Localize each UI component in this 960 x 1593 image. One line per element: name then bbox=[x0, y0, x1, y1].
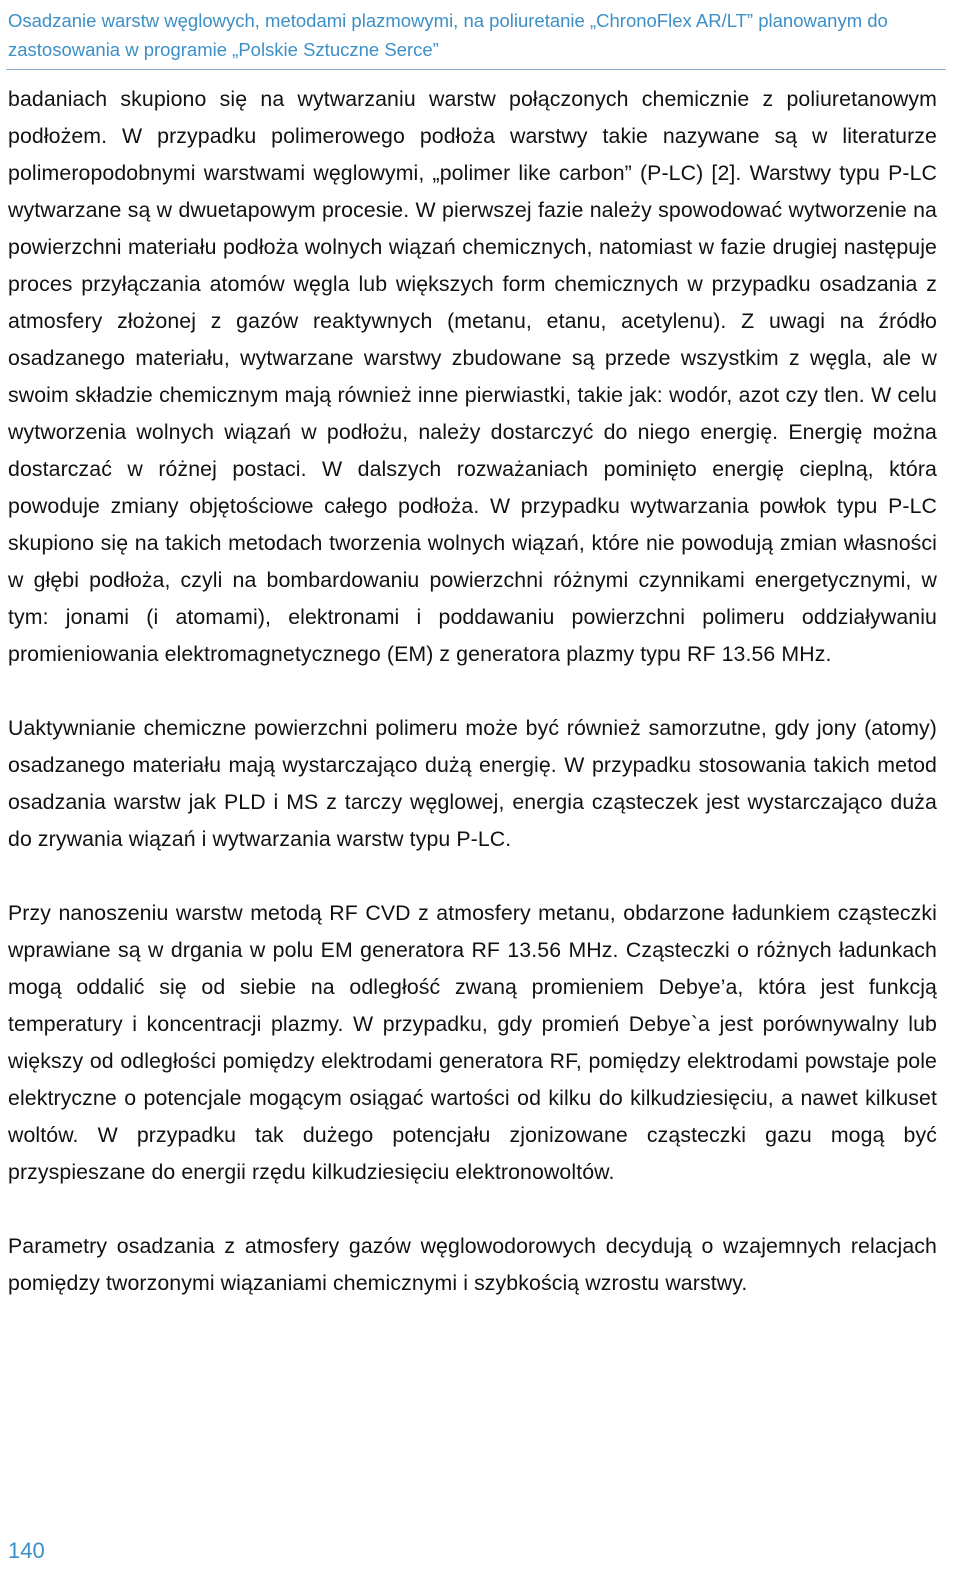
paragraph-3: Przy nanoszeniu warstw metodą RF CVD z atmosfery metanu, obdarzone ładunkiem cząsteczki wprawiane są w drgania w polu EM generatora RF 13.56 MHz. Cząsteczki o różnych ładunkach mogą oddalić się od siebie na odległość zwaną promieniem Debye’a, która jest funkcją temperatury i koncentracji plazmy. W przypadku, gdy promień Debye`a jest porównywalny lub większy od odległości pomiędzy elektrodami generatora RF, pomiędzy elektrodami powstaje pole elektryczne o potencjale mogącym osiągać wartości od kilku do kilkudziesięciu, a nawet kilkuset woltów. W przypadku tak dużego potencjału zjonizowane cząsteczki gazu mogą być przyspieszane do energii rzędu kilkudziesięciu elektronowoltów. bbox=[8, 901, 937, 1184]
paragraph-1: badaniach skupiono się na wytwarzaniu warstw połączonych chemicznie z poliuretanowym podłożem. W przypadku polimerowego podłoża warstwy takie nazywane są w literaturze polimeropodobnymi warstwami węglowymi, „polimer like carbon” (P-LC) [2]. Warstwy typu P-LC wytwarzane są w dwuetapowym procesie. W pierwszej fazie należy spowodować wytworzenie na powierzchni materiału podłoża wolnych wiązań chemicznych, natomiast w fazie drugiej następuje proces przyłączania atomów węgla lub większych form chemicznych w przypadku osadzania z atmosfery złożonej z gazów reaktywnych (metanu, etanu, acetylenu). Z uwagi na źródło osadzanego materiału, wytwarzane warstwy zbudowane są przede wszystkim z węgla, ale w swoim składzie chemicznym mają również inne pierwiastki, takie jak: wodór, azot czy tlen. W celu wytworzenia wolnych wiązań w podłożu, należy dostarczyć do niego energię. Energię można dostarczać w różnej postaci. W dalszych rozważaniach pominięto energię cieplną, która powoduje zmiany objętościowe całego podłoża. W przypadku wytwarzania powłok typu P-LC skupiono się na takich metodach tworzenia wolnych wiązań, które nie powodują zmian własności w głębi podłoża, czyli na bombardowaniu powierzchni różnymi czynnikami energetycznymi, w tym: jonami (i atomami), elektronami i poddawaniu powierzchni polimeru oddziaływaniu promieniowania elektromagnetycznego (EM) z generatora plazmy typu RF 13.56 MHz. bbox=[8, 87, 937, 666]
paragraph-2: Uaktywnianie chemiczne powierzchni polimeru może być również samorzutne, gdy jony (atomy) osadzanego materiału mają wystarczająco dużą energię. W przypadku stosowania takich metod osadzania warstw jak PLD i MS z tarczy węglowej, energia cząsteczek jest wystarczająco duża do zrywania wiązań i wytwarzania warstw typu P-LC. bbox=[8, 716, 937, 851]
header-divider bbox=[6, 69, 946, 70]
page-number: 140 bbox=[8, 1538, 45, 1563]
document-body bbox=[8, 81, 937, 1302]
running-header: Osadzanie warstw węglowych, metodami plazmowymi, na poliuretanie „ChronoFlex AR/LT” planowanym do zastosowania w programie „Polskie Sztuczne Serce” bbox=[8, 10, 888, 60]
paragraph-4: Parametry osadzania z atmosfery gazów węglowodorowych decydują o wzajemnych relacjach pomiędzy tworzonymi wiązaniami chemicznymi i szybkością wzrostu warstwy. bbox=[8, 1234, 937, 1295]
